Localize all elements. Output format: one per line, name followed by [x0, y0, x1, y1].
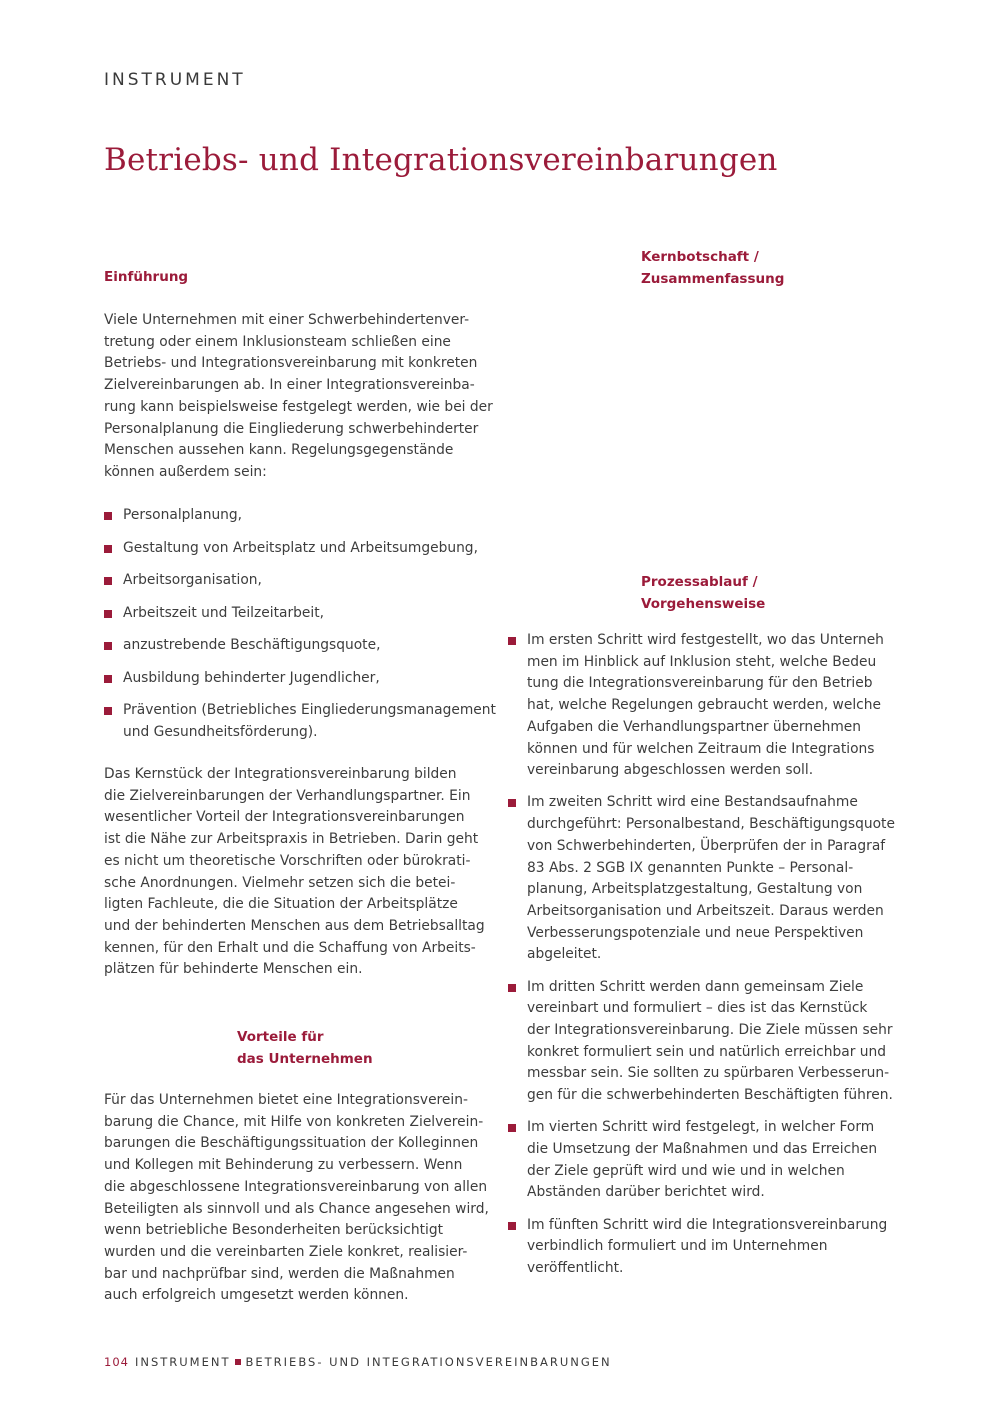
text-line: auch erfolgreich umgesetzt werden können.: [104, 1287, 409, 1304]
text-line: barung die Chance, mit Hilfe von konkreten Zielverein-: [104, 1113, 484, 1130]
page-footer: [104, 1355, 612, 1369]
list-item-line: Im zweiten Schritt wird eine Bestandsaufnahme: [527, 794, 858, 811]
list-item-line: von Schwerbehinderten, Überprüfen der in Paragraf: [527, 837, 886, 854]
list-item-line: vereinbart und formuliert – dies ist das Kernstück: [527, 1000, 868, 1017]
bullet-square-icon: [508, 1124, 516, 1132]
list-item: [508, 977, 895, 1107]
summary-heading-line: Kernbotschaft /: [641, 249, 759, 265]
text-line: tretung oder einem Inklusionsteam schließen eine: [104, 333, 451, 350]
text-line: ligten Fachleute, die die Situation der Arbeitsplätze: [104, 896, 458, 913]
list-item-line: Im fünften Schritt wird die Integrationsvereinbarung: [527, 1216, 888, 1233]
list-item: [508, 792, 895, 966]
text-line: bar und nachprüfbar sind, werden die Maßnahmen: [104, 1265, 455, 1282]
list-item-line: konkret formuliert sein und natürlich erreichbar und: [527, 1043, 886, 1060]
text-line: und Kollegen mit Behinderung zu verbessern. Wenn: [104, 1157, 463, 1174]
bullet-square-icon: [104, 577, 112, 585]
list-item-line: 83 Abs. 2 SGB IX genannten Punkte – Personal-: [527, 859, 854, 876]
footer-section: INSTRUMENT: [134, 1355, 231, 1369]
bullet-square-icon: [104, 512, 112, 520]
list-item: [104, 603, 496, 625]
text-line: wenn betriebliche Besonderheiten berücksichtigt: [104, 1222, 444, 1239]
list-item: [104, 635, 496, 657]
list-item: [508, 1117, 895, 1204]
summary-heading-line: Zusammenfassung: [641, 271, 785, 287]
list-item-line: Im vierten Schritt wird festgelegt, in welcher Form: [527, 1119, 875, 1136]
text-line: wesentlicher Vorteil der Integrationsvereinbarungen: [104, 809, 465, 826]
list-item-line: Ausbildung behinderter Jugendlicher,: [123, 669, 380, 686]
list-item: [104, 570, 496, 592]
list-item: [104, 505, 496, 527]
intro-paragraph: [104, 310, 493, 484]
text-line: es nicht um theoretische Vorschriften oder bürokrati-: [104, 852, 471, 869]
text-line: Beteiligten als sinnvoll und als Chance angesehen wird,: [104, 1200, 489, 1217]
text-line: und der behinderten Menschen aus dem Betriebsalltag: [104, 917, 485, 934]
bullet-square-icon: [508, 984, 516, 992]
text-line: rung kann beispielsweise festgelegt werden, wie bei der: [104, 398, 493, 415]
list-item-line: Arbeitsorganisation und Arbeitszeit. Daraus werden: [527, 902, 884, 919]
list-item-line: veröffentlicht.: [527, 1259, 624, 1276]
benefits-heading-line: das Unternehmen: [237, 1051, 373, 1067]
text-line: Betriebs- und Integrationsvereinbarung mit konkreten: [104, 355, 478, 372]
section-kicker: INSTRUMENT: [104, 70, 246, 90]
text-line: ist die Nähe zur Arbeitspraxis in Betrieben. Darin geht: [104, 831, 479, 848]
text-line: wurden und die vereinbarten Ziele konkret, realisier-: [104, 1243, 468, 1260]
process-heading-line: Prozessablauf /: [641, 574, 758, 590]
list-item-line: Im ersten Schritt wird festgestellt, wo das Unterneh: [527, 632, 884, 648]
list-item-line: Personalplanung,: [123, 507, 243, 523]
page-number: 104: [104, 1355, 129, 1369]
list-item-line: abgeleitet.: [527, 946, 602, 963]
text-line: können außerdem sein:: [104, 463, 267, 480]
topics-list: [104, 505, 496, 743]
list-item: [508, 630, 895, 782]
text-line: Viele Unternehmen mit einer Schwerbehindertenver-: [104, 312, 470, 328]
list-item-line: können und für welchen Zeitraum die Integrations: [527, 740, 875, 757]
text-line: Zielvereinbarungen ab. In einer Integrationsvereinba-: [104, 377, 475, 394]
benefits-paragraph: [104, 1090, 489, 1307]
list-item-line: Im dritten Schritt werden dann gemeinsam Ziele: [527, 978, 864, 995]
list-item-line: verbindlich formuliert und im Unternehmen: [527, 1238, 828, 1255]
list-item-line: messbar sein. Sie sollten zu spürbaren Verbesserun-: [527, 1065, 890, 1082]
list-item-line: tung die Integrationsvereinbarung für den Betrieb: [527, 675, 873, 692]
list-item-line: der Integrationsvereinbarung. Die Ziele müssen sehr: [527, 1021, 893, 1038]
list-item-line: planung, Arbeitsplatzgestaltung, Gestaltung von: [527, 881, 863, 898]
text-line: Menschen aussehen kann. Regelungsgegenstände: [104, 442, 454, 459]
process-steps-list: [508, 630, 895, 1280]
text-line: plätzen für behinderte Menschen ein.: [104, 961, 363, 978]
footer-chapter: BETRIEBS- UND INTEGRATIONSVEREINBARUNGEN: [245, 1355, 612, 1369]
bullet-square-icon: [508, 637, 516, 645]
list-item-line: durchgeführt: Personalbestand, Beschäftigungsquote: [527, 816, 895, 833]
process-heading-line: Vorgehensweise: [641, 596, 766, 612]
list-item-line: und Gesundheitsförderung).: [123, 723, 318, 740]
list-item-line: anzustrebende Beschäftigungsquote,: [123, 637, 381, 653]
benefits-heading-line: Vorteile für: [237, 1029, 324, 1045]
text-line: die abgeschlossene Integrationsvereinbarung von allen: [104, 1178, 488, 1195]
bullet-square-icon: [508, 1222, 516, 1230]
text-line: barungen die Beschäftigungssituation der Kolleginnen: [104, 1135, 479, 1152]
text-line: Personalplanung die Eingliederung schwerbehinderter: [104, 420, 479, 437]
bullet-square-icon: [104, 610, 112, 618]
list-item-line: Arbeitszeit und Teilzeitarbeit,: [123, 604, 324, 621]
list-item-line: men im Hinblick auf Inklusion steht, welche Bedeu: [527, 653, 877, 670]
list-item-line: Abständen darüber berichtet wird.: [527, 1184, 765, 1201]
list-item: [104, 538, 496, 560]
list-item-line: der Ziele geprüft wird und wie und in welchen: [527, 1162, 845, 1179]
intro-heading: Einführung: [104, 269, 189, 285]
text-line: kennen, für den Erhalt und die Schaffung von Arbeits-: [104, 939, 476, 956]
list-item: [104, 668, 496, 690]
list-item-line: Verbesserungspotenziale und neue Perspektiven: [527, 924, 864, 941]
summary-heading: [641, 246, 784, 290]
list-item-line: vereinbarung abgeschlossen werden soll.: [527, 762, 814, 779]
bullet-square-icon: [104, 675, 112, 683]
text-line: Das Kernstück der Integrationsvereinbarung bilden: [104, 766, 457, 782]
list-item-line: die Umsetzung der Maßnahmen und das Erreichen: [527, 1140, 878, 1157]
text-line: sche Anordnungen. Vielmehr setzen sich die betei-: [104, 874, 456, 891]
bullet-square-icon: [104, 707, 112, 715]
list-item-line: hat, welche Regelungen gebraucht werden, welche: [527, 697, 881, 714]
process-heading: [641, 571, 765, 615]
bullet-square-icon: [508, 799, 516, 807]
benefits-heading: [237, 1026, 373, 1070]
core-paragraph: [104, 764, 485, 981]
text-line: Für das Unternehmen bietet eine Integrationsverein-: [104, 1092, 468, 1108]
list-item-line: gen für die schwerbehinderten Beschäftigten führen.: [527, 1087, 893, 1104]
list-item-line: Aufgaben die Verhandlungspartner übernehmen: [527, 718, 862, 735]
list-item: [508, 1215, 895, 1280]
list-item: [104, 700, 496, 743]
bullet-square-icon: [104, 545, 112, 553]
list-item-line: Gestaltung von Arbeitsplatz und Arbeitsumgebung,: [123, 539, 478, 556]
bullet-square-icon: [104, 642, 112, 650]
text-line: die Zielvereinbarungen der Verhandlungspartner. Ein: [104, 787, 471, 804]
page-title: Betriebs- und Integrationsvereinbarungen: [104, 142, 778, 178]
list-item-line: Arbeitsorganisation,: [123, 572, 262, 588]
list-item-line: Prävention (Betriebliches Eingliederungsmanagement: [123, 702, 496, 718]
footer-square-icon: [235, 1359, 241, 1365]
